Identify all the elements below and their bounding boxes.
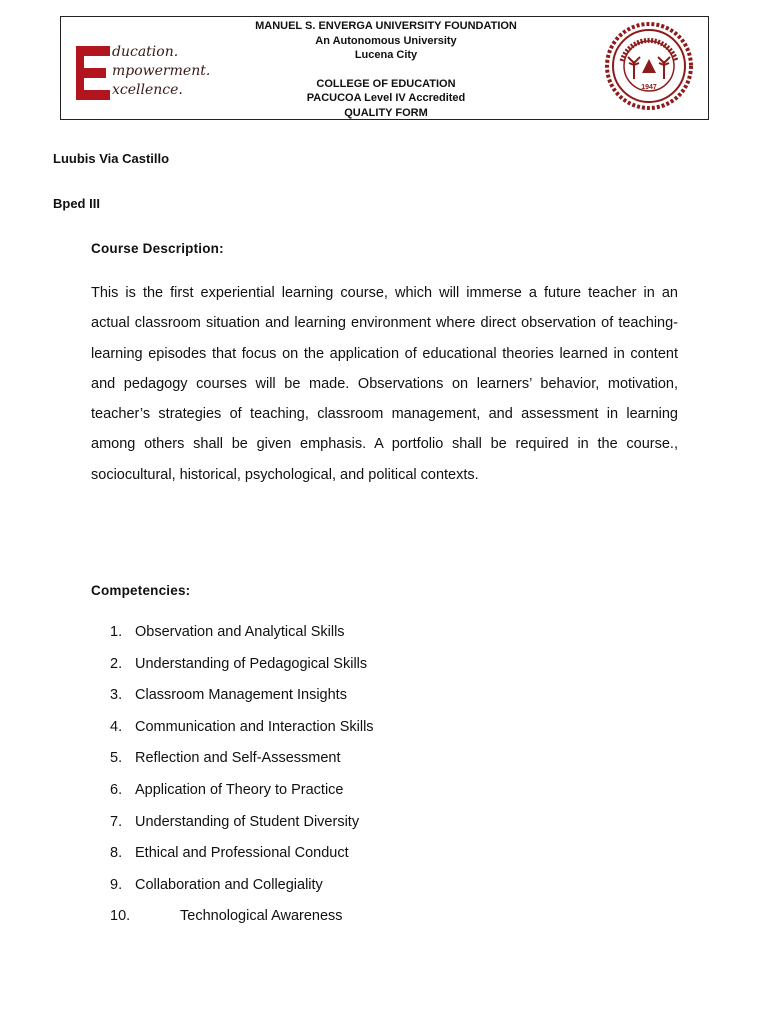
competency-item: [110, 717, 670, 749]
competency-number: 10.: [110, 908, 131, 925]
university-status: An Autonomous University: [315, 34, 457, 47]
competency-number: 9.: [110, 876, 123, 893]
college-name: COLLEGE OF EDUCATION: [316, 77, 456, 90]
competency-number: 5.: [110, 750, 123, 767]
student-section: Bped III: [53, 196, 100, 211]
competency-text: Communication and Interaction Skills: [135, 718, 374, 735]
competency-item: [110, 906, 670, 938]
competency-item: [110, 685, 670, 717]
university-name: MANUEL S. ENVERGA UNIVERSITY FOUNDATION: [255, 20, 517, 32]
competency-text: Collaboration and Collegiality: [135, 876, 323, 893]
competency-text: Understanding of Pedagogical Skills: [135, 655, 368, 672]
competency-number: 1.: [110, 624, 123, 640]
competency-text: Ethical and Professional Conduct: [135, 845, 349, 862]
competency-text: Observation and Analytical Skills: [135, 624, 345, 640]
education-empowerment-excellence-logo: [74, 44, 212, 102]
competency-item: [110, 843, 670, 875]
document-header: [60, 16, 709, 120]
course-description-heading: Course Description:: [91, 241, 224, 256]
competency-item: [110, 875, 670, 907]
university-city: Lucena City: [354, 49, 418, 61]
competency-item: [110, 654, 670, 686]
competency-number: 8.: [110, 845, 123, 862]
competency-text: Reflection and Self-Assessment: [135, 750, 341, 767]
logo-word-excellence: xcellence.: [112, 82, 183, 98]
competency-item: [110, 812, 670, 844]
competency-number: 7.: [110, 813, 123, 830]
competency-list: [110, 622, 670, 938]
competency-item: [110, 780, 670, 812]
seal-year: 1947: [641, 84, 657, 91]
logo-word-empowerment: mpowerment.: [112, 63, 211, 79]
university-seal: [604, 21, 694, 111]
accreditation-line: PACUCOA Level IV Accredited: [306, 92, 466, 104]
form-type: QUALITY FORM: [344, 106, 428, 119]
competency-number: 4.: [110, 718, 123, 735]
student-name: Luubis Via Castillo: [53, 151, 170, 166]
seal-graphic: [604, 21, 694, 111]
course-description-body: This is the first experiential learning course, which will immerse a future teacher in an actual classroom situation and learning environment where direct observation of teaching-learning episodes that focus on the application of educational theories learned in content and pedagogy courses will be made. Observations on learners’ behavior, motivation, teacher’s strategies of teaching, classroom management, and assessment in learning among others shall be given emphasis. A portfolio shall be required in the course., sociocultural, historical, psychological, and political contexts.: [91, 285, 678, 483]
competency-text: Classroom Management Insights: [135, 687, 347, 704]
competency-number: 6.: [110, 781, 123, 798]
institution-header-text: [211, 19, 561, 120]
competency-number: 3.: [110, 687, 123, 704]
competency-item: [110, 622, 670, 654]
competency-text: Technological Awareness: [180, 908, 343, 925]
competencies-heading: Competencies:: [91, 583, 191, 598]
competency-text: Application of Theory to Practice: [135, 781, 344, 798]
header-spacer: [211, 63, 561, 77]
competency-text: Understanding of Student Diversity: [135, 813, 360, 830]
competency-number: 2.: [110, 655, 123, 672]
logo-word-education: ducation.: [112, 44, 179, 60]
competency-item: [110, 748, 670, 780]
